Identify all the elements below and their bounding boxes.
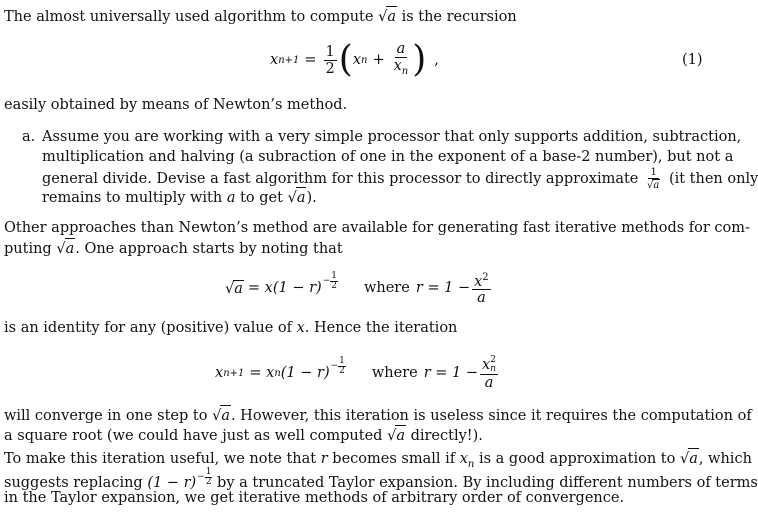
- converge-line-2: a square root (we could have just as well computed √a directly!).: [4, 425, 483, 446]
- equation-number: (1): [682, 52, 703, 68]
- intro-text-end: is the recursion: [401, 9, 517, 25]
- intro-line: [4, 6, 517, 27]
- identity-line: is an identity for any (positive) value of x. Hence the iteration: [4, 320, 458, 336]
- item-a-line-4: remains to multiply with a to get √a).: [42, 187, 317, 208]
- approaches-line-2: puting √a. One approach starts by noting that: [4, 238, 343, 259]
- approaches-line-1: Other approaches than Newton’s method are available for generating fast iterative methods for com-: [4, 220, 750, 236]
- equation-1: x n+1 = $\frac{1}{2}$ ( x n + $\frac{a}{x_n}$ ) ,: [270, 39, 439, 80]
- converge-line-1: will converge in one step to √a. However, this iteration is useless since it requires the computation of: [4, 405, 752, 426]
- item-a-marker: a.: [22, 129, 36, 145]
- intro-text: The almost universally used algorithm to compute: [4, 9, 374, 25]
- useful-line-1: To make this iteration useful, we note that r becomes small if $x_n$ is a good approximation to √a, which: [4, 448, 752, 475]
- item-a-line-1: Assume you are working with a very simple processor that only supports addition, subtraction,: [42, 129, 742, 145]
- newton-line: easily obtained by means of Newton’s method.: [4, 97, 348, 113]
- item-a-line-3: general divide. Devise a fast algorithm for this processor to directly approximate $\frac{1}{√a}$ (it then only: [42, 167, 758, 191]
- useful-line-3: in the Taylor expansion, we get iterative methods of arbitrary order of convergence.: [4, 490, 625, 506]
- item-a-line-2: multiplication and halving (a subraction of one in the exponent of a base-2 number), but not a: [42, 149, 734, 165]
- equation-3: x n+1 = x n (1 − r) − $\frac{1}{2}$ where r = 1 − x 2 n a: [215, 354, 497, 391]
- sqrt-a: √a: [378, 6, 397, 27]
- useful-line-2: suggests replacing (1 − r) − $\frac{1}{2}$ by a truncated Taylor expansion. By including different numbers of terms: [4, 467, 758, 491]
- equation-2: √a = x(1 − r) − $\frac{1}{2}$ where r = 1 − $\frac{x^2}{a}$: [225, 270, 489, 307]
